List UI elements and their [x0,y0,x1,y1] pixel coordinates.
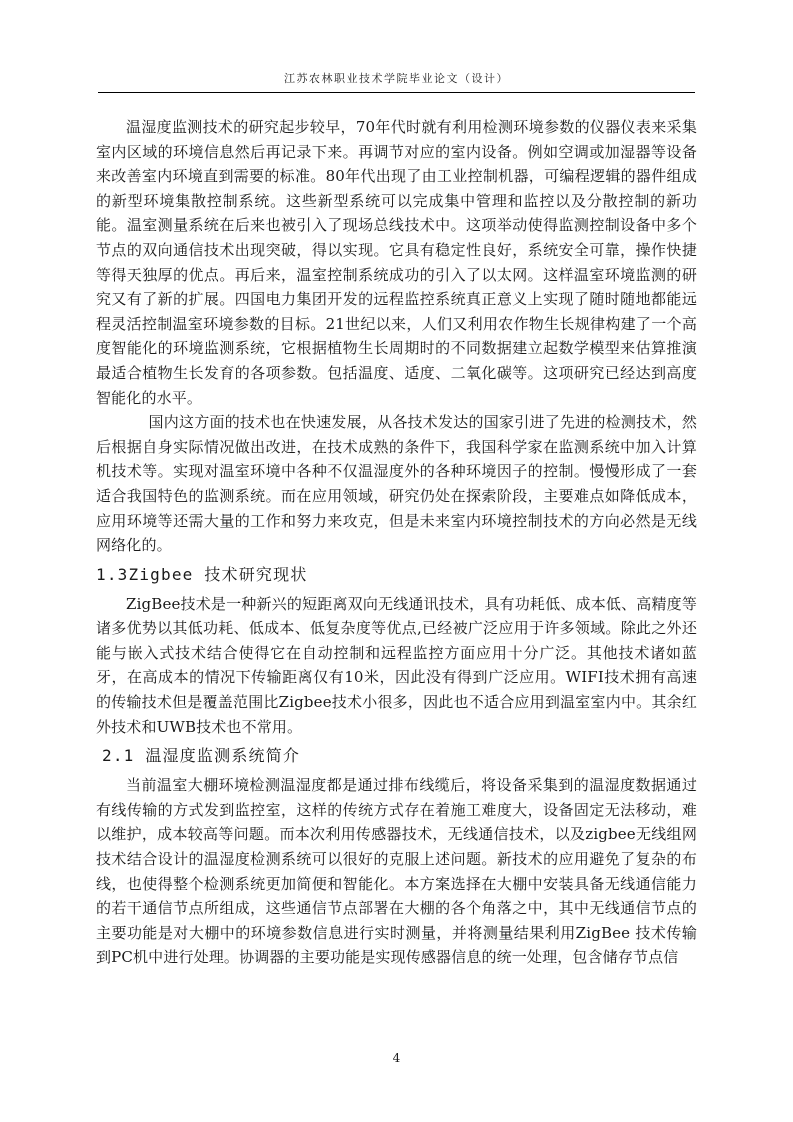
section-heading-2-1: 2.1 温湿度监测系统简介 [102,746,301,766]
paragraph-research-history: 温湿度监测技术的研究起步较早，70年代时就有利用检测环境参数的仪器仪表来采集室内区域的环境信息然后再记录下来。再调节对应的室内设备。例如空调或加湿器等设备来改善室内环境直到需要的标准。80年代出现了由工业控制机器，可编程逻辑的器件组成的新型环境集散控制系统。这些新型系统可以完成集中管理和监控以及分散控制的新功能。温室测量系统在后来也被引入了现场总线技术中。这项举动使得监测控制设备中多个节点的双向通信技术出现突破，得以实现。它具有稳定性良好，系统安全可靠，操作快捷等得天独厚的优点。再后来，温室控制系统成功的引入了以太网。这样温室环境监测的研究又有了新的扩展。四国电力集团开发的远程监控系统真正意义上实现了随时随地都能远程灵活控制温室环境参数的目标。21世纪以来，人们又利用农作物生长规律构建了一个高度智能化的环境监测系统，它根据植物生长周期时的不同数据建立起数学模型来估算推演最适合植物生长发育的各项参数。包括温度、适度、二氧化碳等。这项研究已经达到高度智能化的水平。 [96,118,697,407]
running-header: 江苏农林职业技术学院毕业论文（设计） [284,72,509,85]
header-divider [98,92,695,93]
paragraph-domestic-tech: 国内这方面的技术也在快速发展，从各技术发达的国家引进了先进的检测技术，然后根据自身实际情况做出改进，在技术成熟的条件下，我国科学家在监测系统中加入计算机技术等。实现对温室环境中各种不仅温湿度外的各种环境因子的控制。慢慢形成了一套适合我国特色的监测系统。而在应用领域，研究仍处在探索阶段，主要难点如降低成本，应用环境等还需大量的工作和努力来攻克，但是未来室内环境控制技术的方向必然是无线网络化的。 [96,413,697,555]
page-number: 4 [392,1051,401,1065]
body-text [96,115,697,970]
paragraph-system-intro: 当前温室大棚环境检测温湿度都是通过排布线缆后，将设备采集到的温湿度数据通过有线传输的方式发到监控室，这样的传统方式存在着施工难度大，设备固定无法移动，难以维护，成本较高等问题。而本次利用传感器技术，无线通信技术，以及zigbee无线组网技术结合设计的温湿度检测系统可以很好的克服上述问题。新技术的应用避免了复杂的布线，也使得整个检测系统更加简便和智能化。本方案选择在大棚中安装具备无线通信能力的若干通信节点所组成，这些通信节点部署在大棚的各个角落之中，其中无线通信节点的主要功能是对大棚中的环境参数信息进行实时测量，并将测量结果利用ZigBee 技术传输到PC机中进行处理。协调器的主要功能是实现传感器信息的统一处理，包含储存节点信 [96,776,697,967]
section-heading-1-3: 1.3Zigbee 技术研究现状 [96,564,308,584]
paragraph-zigbee: ZigBee技术是一种新兴的短距离双向无线通讯技术，具有功耗低、成本低、高精度等诸多优势以其低功耗、低成本、低复杂度等优点,已经被广泛应用于许多领域。除此之外还能与嵌入式技术结合使得它在自动控制和远程监控方面应用十分广泛。其他技术诸如蓝牙，在高成本的情况下传输距离仅有10米，因此没有得到广泛应用。WIFI技术拥有高速的传输技术但是覆盖范围比Zigbee技术小很多，因此也不适合应用到温室室内中。其余红外技术和UWB技术也不常用。 [96,594,697,736]
